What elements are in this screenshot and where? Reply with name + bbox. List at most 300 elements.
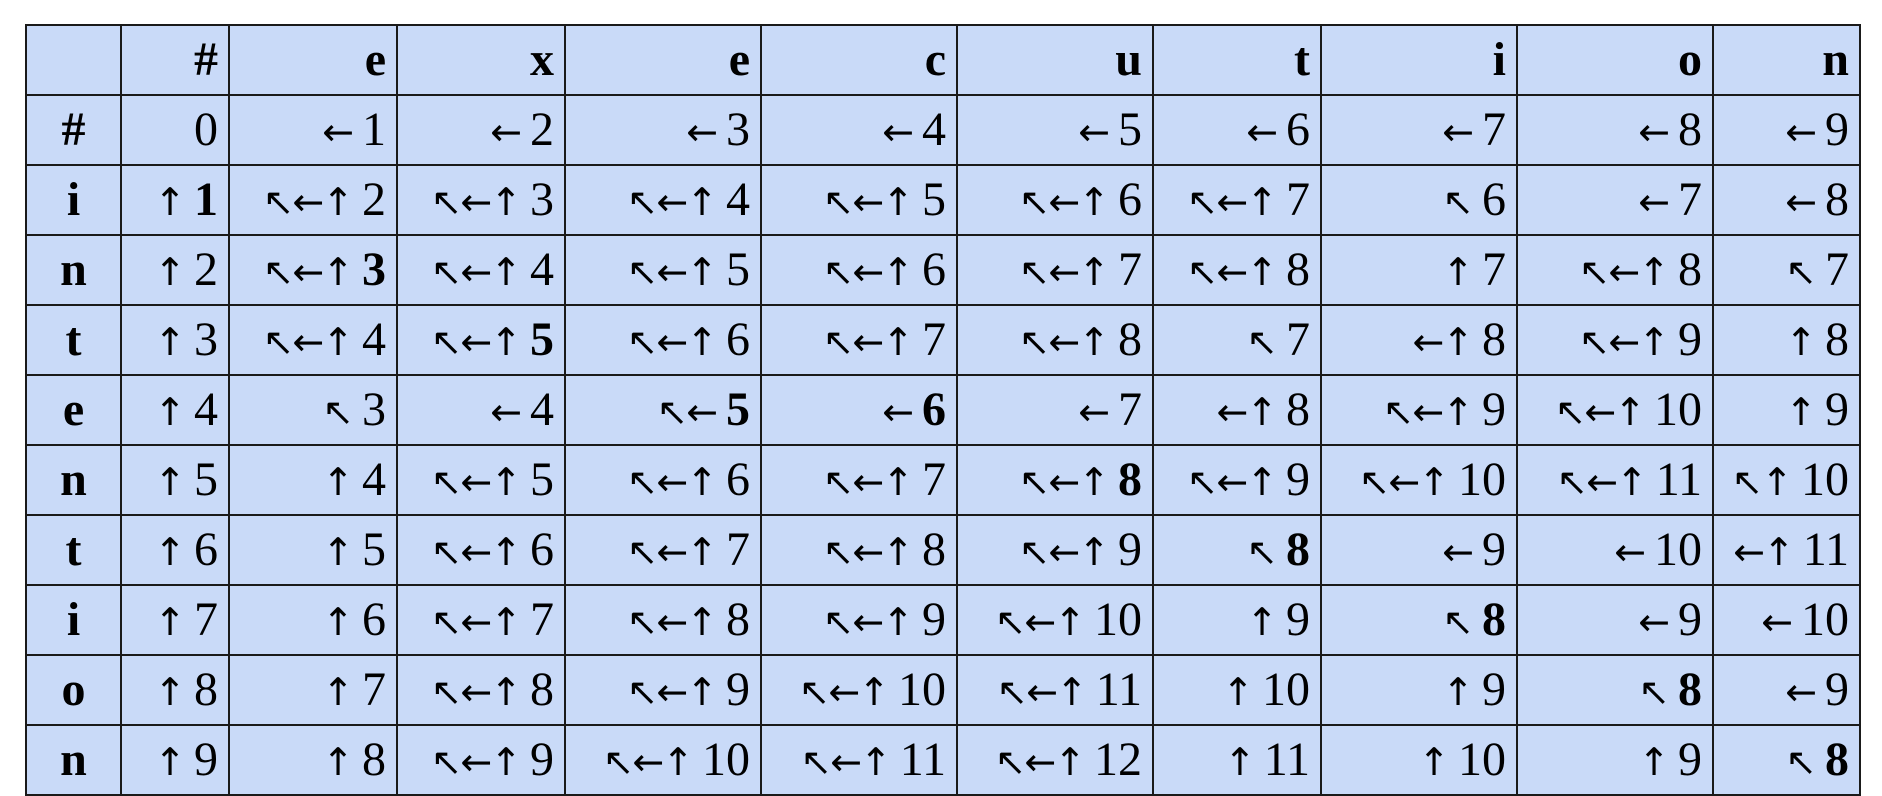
table-cell xyxy=(1517,515,1713,585)
row-header: n xyxy=(26,235,121,305)
table-cell xyxy=(1153,585,1321,655)
cell-value: 10 xyxy=(1801,593,1849,646)
cell-value: 8 xyxy=(726,593,750,646)
row-header: n xyxy=(26,445,121,515)
cell-value: 11 xyxy=(1655,453,1702,506)
edit-distance-table xyxy=(25,24,1861,796)
table-cell xyxy=(1153,305,1321,375)
table-cell xyxy=(1321,585,1517,655)
table-row xyxy=(26,445,1860,515)
direction-arrows: ←↑ xyxy=(1412,320,1472,364)
table-cell xyxy=(565,165,761,235)
direction-arrows: ← xyxy=(1761,600,1791,644)
row-header: # xyxy=(26,95,121,165)
cell-value: 9 xyxy=(194,733,218,786)
table-cell xyxy=(957,445,1153,515)
cell-value: 4 xyxy=(530,243,554,296)
cell-value: 8 xyxy=(1825,313,1849,366)
direction-arrows: ↖←↑ xyxy=(822,600,912,644)
cell-value: 9 xyxy=(1286,453,1310,506)
cell-value: 8 xyxy=(1825,733,1849,786)
direction-arrows: ← xyxy=(1785,110,1815,154)
cell-value: 5 xyxy=(530,313,554,366)
table-cell xyxy=(229,585,397,655)
table-row xyxy=(26,725,1860,795)
table-row xyxy=(26,95,1860,165)
cell-value: 11 xyxy=(1095,663,1142,716)
table-cell xyxy=(1517,95,1713,165)
direction-arrows: ↖←↑ xyxy=(430,530,520,574)
cell-value: 9 xyxy=(1678,593,1702,646)
cell-value: 11 xyxy=(899,733,946,786)
table-cell xyxy=(565,725,761,795)
table-cell xyxy=(957,375,1153,445)
direction-arrows: ↖←↑ xyxy=(262,250,352,294)
cell-value: 10 xyxy=(1262,663,1310,716)
table-cell xyxy=(761,655,957,725)
cell-value: 5 xyxy=(1118,103,1142,156)
cell-value: 8 xyxy=(1678,663,1702,716)
row-header: n xyxy=(26,725,121,795)
table-cell xyxy=(565,655,761,725)
direction-arrows: ↖←↑ xyxy=(1186,250,1276,294)
direction-arrows: ↖←↑ xyxy=(822,180,912,224)
table-cell xyxy=(957,655,1153,725)
table-cell xyxy=(1517,235,1713,305)
cell-value: 5 xyxy=(922,173,946,226)
table-cell xyxy=(1153,235,1321,305)
table-cell xyxy=(761,515,957,585)
table-cell xyxy=(957,95,1153,165)
table-row xyxy=(26,375,1860,445)
table-row xyxy=(26,165,1860,235)
table-cell xyxy=(957,725,1153,795)
cell-value: 9 xyxy=(1678,733,1702,786)
cell-value: 8 xyxy=(1825,173,1849,226)
direction-arrows: ↑ xyxy=(322,530,352,574)
cell-value: 6 xyxy=(726,313,750,366)
cell-value: 8 xyxy=(922,523,946,576)
direction-arrows: ↖ xyxy=(1442,600,1472,644)
direction-arrows: ↖←↑ xyxy=(626,250,716,294)
table-cell xyxy=(761,375,957,445)
cell-value: 9 xyxy=(1482,523,1506,576)
table-cell xyxy=(397,725,565,795)
row-header: o xyxy=(26,655,121,725)
direction-arrows: ← xyxy=(882,390,912,434)
direction-arrows: ↖←↑ xyxy=(800,740,890,784)
table-cell xyxy=(565,375,761,445)
cell-value: 8 xyxy=(1118,453,1142,506)
direction-arrows: ↑ xyxy=(1222,670,1252,714)
direction-arrows: ↑ xyxy=(154,530,184,574)
table-cell xyxy=(1321,305,1517,375)
direction-arrows: ↖←↑ xyxy=(822,460,912,504)
table-cell xyxy=(229,305,397,375)
table-cell xyxy=(1321,95,1517,165)
direction-arrows: ↖←↑ xyxy=(1554,390,1644,434)
cell-value: 4 xyxy=(530,383,554,436)
cell-value: 7 xyxy=(1118,383,1142,436)
direction-arrows: ↑ xyxy=(154,670,184,714)
cell-value: 3 xyxy=(530,173,554,226)
cell-value: 9 xyxy=(1482,663,1506,716)
direction-arrows: ← xyxy=(1078,110,1108,154)
table-cell xyxy=(1153,725,1321,795)
cell-value: 8 xyxy=(194,663,218,716)
table-cell xyxy=(565,515,761,585)
table-cell xyxy=(397,165,565,235)
cell-value: 6 xyxy=(362,593,386,646)
direction-arrows: ↖←↑ xyxy=(1018,460,1108,504)
direction-arrows: ← xyxy=(1785,180,1815,224)
header-row xyxy=(26,25,1860,95)
direction-arrows: ↖ xyxy=(1246,530,1276,574)
direction-arrows: ↑ xyxy=(1442,670,1472,714)
direction-arrows: ↖←↑ xyxy=(626,530,716,574)
table-cell xyxy=(565,95,761,165)
table-cell xyxy=(1153,165,1321,235)
table-cell xyxy=(1517,165,1713,235)
cell-value: 8 xyxy=(530,663,554,716)
table-cell xyxy=(1713,585,1860,655)
direction-arrows: ↑ xyxy=(1223,740,1254,784)
cell-value: 5 xyxy=(530,453,554,506)
table-row xyxy=(26,515,1860,585)
cell-value: 0 xyxy=(194,103,218,156)
direction-arrows: ↖←↑ xyxy=(798,670,888,714)
direction-arrows: ↖←↑ xyxy=(822,320,912,364)
direction-arrows: ↖←↑ xyxy=(430,460,520,504)
cell-value: 7 xyxy=(194,593,218,646)
direction-arrows: ↖← xyxy=(656,390,716,434)
table-cell xyxy=(761,235,957,305)
direction-arrows: ↑ xyxy=(1785,320,1815,364)
direction-arrows: ↖←↑ xyxy=(626,320,716,364)
row-header: t xyxy=(26,305,121,375)
direction-arrows: ↑ xyxy=(1246,600,1276,644)
direction-arrows: ↖←↑ xyxy=(626,180,716,224)
table-cell xyxy=(1713,445,1860,515)
cell-value: 7 xyxy=(1825,243,1849,296)
table-cell xyxy=(1713,515,1860,585)
cell-value: 9 xyxy=(1825,663,1849,716)
table-cell xyxy=(121,515,229,585)
table-cell xyxy=(761,725,957,795)
cell-value: 7 xyxy=(1286,313,1310,366)
column-header: t xyxy=(1153,25,1321,95)
direction-arrows: ← xyxy=(686,110,716,154)
direction-arrows: ↖←↑ xyxy=(994,600,1084,644)
table-cell xyxy=(761,585,957,655)
cell-value: 9 xyxy=(1482,383,1506,436)
column-header: e xyxy=(229,25,397,95)
cell-value: 5 xyxy=(362,523,386,576)
cell-value: 9 xyxy=(1286,593,1310,646)
cell-value: 10 xyxy=(1654,523,1702,576)
table-cell xyxy=(1713,305,1860,375)
direction-arrows: ↖←↑ xyxy=(262,320,352,364)
cell-value: 2 xyxy=(362,173,386,226)
direction-arrows: ↑ xyxy=(1638,740,1668,784)
cell-value: 6 xyxy=(922,383,946,436)
table-cell xyxy=(1153,515,1321,585)
direction-arrows: ↖←↑ xyxy=(822,250,912,294)
direction-arrows: ← xyxy=(322,110,352,154)
direction-arrows: ← xyxy=(1614,530,1644,574)
direction-arrows: ← xyxy=(490,390,520,434)
direction-arrows: ↖←↑ xyxy=(1556,460,1646,504)
direction-arrows: ↑ xyxy=(154,390,184,434)
direction-arrows: ↖ xyxy=(1785,250,1815,294)
table-cell xyxy=(1321,235,1517,305)
direction-arrows: ↑ xyxy=(154,460,184,504)
direction-arrows: ↖←↑ xyxy=(996,670,1086,714)
table-body xyxy=(26,95,1860,795)
table-cell xyxy=(761,445,957,515)
cell-value: 8 xyxy=(1678,243,1702,296)
direction-arrows: ↖←↑ xyxy=(1018,180,1108,224)
table-cell xyxy=(1517,725,1713,795)
cell-value: 8 xyxy=(1118,313,1142,366)
table-cell xyxy=(1517,655,1713,725)
table-cell xyxy=(121,585,229,655)
direction-arrows: ← xyxy=(1638,180,1668,224)
cell-value: 9 xyxy=(922,593,946,646)
cell-value: 10 xyxy=(1458,733,1506,786)
cell-value: 10 xyxy=(1094,593,1142,646)
table-cell xyxy=(565,235,761,305)
direction-arrows: ↖←↑ xyxy=(430,320,520,364)
column-header: o xyxy=(1517,25,1713,95)
cell-value: 7 xyxy=(1482,103,1506,156)
table-cell xyxy=(397,305,565,375)
direction-arrows: ↖ xyxy=(322,390,352,434)
direction-arrows: ← xyxy=(1246,110,1276,154)
table-cell xyxy=(1153,375,1321,445)
direction-arrows: ↖←↑ xyxy=(822,530,912,574)
table-cell xyxy=(1713,375,1860,445)
cell-value: 7 xyxy=(1678,173,1702,226)
table-cell xyxy=(1153,445,1321,515)
direction-arrows: ↖ xyxy=(1442,180,1472,224)
cell-value: 7 xyxy=(1482,243,1506,296)
cell-value: 10 xyxy=(1654,383,1702,436)
direction-arrows: ← xyxy=(1442,530,1472,574)
cell-value: 9 xyxy=(1118,523,1142,576)
cell-value: 7 xyxy=(362,663,386,716)
table-row xyxy=(26,305,1860,375)
column-header: # xyxy=(121,25,229,95)
cell-value: 9 xyxy=(530,733,554,786)
row-header: t xyxy=(26,515,121,585)
direction-arrows: ↖←↑ xyxy=(1018,320,1108,364)
row-header: e xyxy=(26,375,121,445)
direction-arrows: ↑ xyxy=(322,460,352,504)
row-header: i xyxy=(26,165,121,235)
direction-arrows: ↖←↑ xyxy=(430,180,520,224)
table-cell xyxy=(229,725,397,795)
cell-value: 5 xyxy=(726,383,750,436)
table-row xyxy=(26,655,1860,725)
table-row xyxy=(26,235,1860,305)
table-cell xyxy=(397,235,565,305)
direction-arrows: ← xyxy=(1785,670,1815,714)
cell-value: 12 xyxy=(1094,733,1142,786)
cell-value: 4 xyxy=(194,383,218,436)
cell-value: 3 xyxy=(726,103,750,156)
direction-arrows: ←↑ xyxy=(1216,390,1276,434)
cell-value: 4 xyxy=(362,453,386,506)
table-cell xyxy=(1517,305,1713,375)
direction-arrows: ↖←↑ xyxy=(262,180,352,224)
direction-arrows: ← xyxy=(1078,390,1108,434)
cell-value: 10 xyxy=(898,663,946,716)
direction-arrows: ↑ xyxy=(154,180,184,224)
cell-value: 7 xyxy=(922,313,946,366)
direction-arrows: ↖←↑ xyxy=(1578,320,1668,364)
table-cell xyxy=(1321,515,1517,585)
table-cell xyxy=(121,165,229,235)
table-cell xyxy=(957,235,1153,305)
cell-value: 10 xyxy=(702,733,750,786)
direction-arrows: ↖←↑ xyxy=(1018,250,1108,294)
cell-value: 6 xyxy=(530,523,554,576)
table-cell xyxy=(1713,655,1860,725)
cell-value: 9 xyxy=(1678,313,1702,366)
table-cell xyxy=(1321,165,1517,235)
table-cell xyxy=(121,305,229,375)
direction-arrows: ↖ xyxy=(1638,670,1668,714)
table-cell xyxy=(1153,655,1321,725)
table-cell xyxy=(397,445,565,515)
cell-value: 4 xyxy=(362,313,386,366)
direction-arrows: ← xyxy=(882,110,912,154)
cell-value: 2 xyxy=(530,103,554,156)
table-cell xyxy=(565,445,761,515)
table-cell xyxy=(761,305,957,375)
table-cell xyxy=(229,515,397,585)
table-cell xyxy=(957,165,1153,235)
cell-value: 6 xyxy=(1286,103,1310,156)
cell-value: 5 xyxy=(194,453,218,506)
direction-arrows: ↖←↑ xyxy=(626,600,716,644)
table-cell xyxy=(229,235,397,305)
table-cell xyxy=(121,95,229,165)
direction-arrows: ↖←↑ xyxy=(430,670,520,714)
cell-value: 2 xyxy=(194,243,218,296)
table-cell xyxy=(1517,375,1713,445)
column-header: c xyxy=(761,25,957,95)
table-cell xyxy=(121,725,229,795)
row-header: i xyxy=(26,585,121,655)
direction-arrows: ↖←↑ xyxy=(430,250,520,294)
table-cell xyxy=(1321,445,1517,515)
table-cell xyxy=(1517,585,1713,655)
table-cell xyxy=(229,375,397,445)
direction-arrows: ↑ xyxy=(154,600,184,644)
cell-value: 8 xyxy=(1482,593,1506,646)
cell-value: 6 xyxy=(726,453,750,506)
cell-value: 6 xyxy=(1118,173,1142,226)
table-cell xyxy=(1713,235,1860,305)
direction-arrows: ↖←↑ xyxy=(626,670,716,714)
table-cell xyxy=(397,375,565,445)
table-cell xyxy=(397,655,565,725)
direction-arrows: ↖←↑ xyxy=(1186,180,1276,224)
direction-arrows: ← xyxy=(1638,600,1668,644)
cell-value: 7 xyxy=(1118,243,1142,296)
direction-arrows: ↑ xyxy=(322,740,352,784)
direction-arrows: ↑ xyxy=(322,670,352,714)
cell-value: 8 xyxy=(362,733,386,786)
direction-arrows: ↖ xyxy=(1785,740,1815,784)
cell-value: 8 xyxy=(1678,103,1702,156)
table-cell xyxy=(957,305,1153,375)
direction-arrows: ← xyxy=(1638,110,1668,154)
direction-arrows: ↑ xyxy=(1418,740,1448,784)
direction-arrows: ↖←↑ xyxy=(1018,530,1108,574)
table-cell xyxy=(1713,95,1860,165)
cell-value: 4 xyxy=(922,103,946,156)
direction-arrows: ↖ xyxy=(1246,320,1276,364)
column-header: u xyxy=(957,25,1153,95)
direction-arrows: ↖←↑ xyxy=(602,740,692,784)
table-cell xyxy=(565,585,761,655)
cell-value: 7 xyxy=(530,593,554,646)
cell-value: 11 xyxy=(1802,523,1849,576)
cell-value: 7 xyxy=(726,523,750,576)
table-cell xyxy=(1321,725,1517,795)
cell-value: 9 xyxy=(1825,103,1849,156)
direction-arrows: ↑ xyxy=(1785,390,1815,434)
cell-value: 9 xyxy=(726,663,750,716)
cell-value: 8 xyxy=(1482,313,1506,366)
direction-arrows: ← xyxy=(490,110,520,154)
table-cell xyxy=(229,655,397,725)
table-cell xyxy=(397,515,565,585)
table-cell xyxy=(1713,725,1860,795)
table-cell xyxy=(121,375,229,445)
direction-arrows: ↖←↑ xyxy=(1382,390,1472,434)
cell-value: 11 xyxy=(1263,733,1310,786)
direction-arrows: ↖←↑ xyxy=(994,740,1084,784)
direction-arrows: ← xyxy=(1442,110,1472,154)
direction-arrows: ↖←↑ xyxy=(1186,460,1276,504)
cell-value: 8 xyxy=(1286,523,1310,576)
direction-arrows: ↑ xyxy=(154,320,184,364)
cell-value: 9 xyxy=(1825,383,1849,436)
direction-arrows: ↑ xyxy=(322,600,352,644)
table-cell xyxy=(397,585,565,655)
cell-value: 3 xyxy=(194,313,218,366)
table-cell xyxy=(397,95,565,165)
direction-arrows: ↖←↑ xyxy=(430,740,520,784)
column-header: e xyxy=(565,25,761,95)
cell-value: 3 xyxy=(362,383,386,436)
cell-value: 7 xyxy=(922,453,946,506)
table-cell xyxy=(1713,165,1860,235)
direction-arrows: ↖←↑ xyxy=(1578,250,1668,294)
cell-value: 3 xyxy=(362,243,386,296)
table-cell xyxy=(121,445,229,515)
table-row xyxy=(26,585,1860,655)
table-cell xyxy=(1517,445,1713,515)
direction-arrows: ↖←↑ xyxy=(430,600,520,644)
direction-arrows: ←↑ xyxy=(1733,530,1793,574)
column-header: n xyxy=(1713,25,1860,95)
corner-cell xyxy=(26,25,121,95)
